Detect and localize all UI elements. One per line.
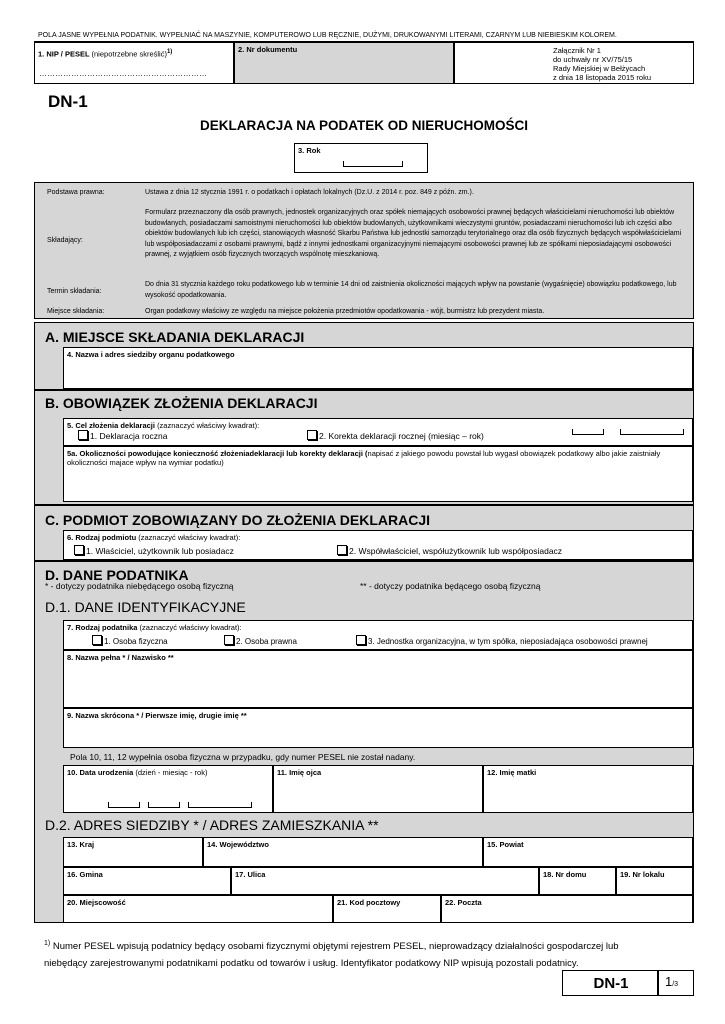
footnote-line-1: Numer PESEL wpisują podatnicy będący osobami fizycznymi objętymi rejestrem PESEL, nieprowadzący działalności gospodarczej lub: [52, 941, 619, 953]
apartment-number-label: 19. Nr lokalu: [620, 870, 665, 879]
purpose-note: (zaznaczyć właściwy kwadrat):: [157, 421, 260, 430]
correction-month-boxes[interactable]: [572, 429, 604, 435]
year-digit-boxes: [343, 161, 403, 167]
entity-type-field: [63, 530, 693, 560]
option-annual[interactable]: 1. Deklaracja roczna: [78, 430, 167, 441]
birth-date-field[interactable]: [63, 765, 273, 813]
full-name-label: 8. Nazwa pełna * / Nazwisko **: [67, 653, 174, 662]
father-name-field[interactable]: [273, 765, 483, 813]
document-number-field[interactable]: [234, 42, 454, 84]
page-number: 1/3: [665, 974, 679, 989]
top-instruction: POLA JASNE WYPEŁNIA PODATNIK. WYPEŁNIAĆ NA MASZYNIE, KOMPUTEROWO LUB RĘCZNIE, DUŻYMI, DRUKOWANYMI LITERAMI, CZARNYM LUB NIEBIESKIM KOLOREM.: [38, 32, 617, 39]
country-field[interactable]: [63, 837, 203, 867]
taxpayer-type-label: 7. Rodzaj podatnika: [67, 623, 138, 632]
mother-name-label: 12. Imię matki: [487, 768, 537, 777]
birth-month-boxes: [148, 802, 180, 808]
filers-text: Formularz przeznaczony dla osób prawnych, jednostek organizacyjnych oraz spółek niemających osobowości prawnej będących właścicielami nieruchomości lub obiektów budowlanych, posiadaczami samoistnymi nieruchomości lub obiektów budowlanych, użytkownikami wieczystymi gruntów, posiadaczami nieruchomości lub ich części albo obiektów budowlanych lub ich części, stanowiących własność Skarbu Państwa lub jednostki samorządu terytorialnego oraz dla osób fizycznych będących współwłaścicielami lub współposiadaczami z osobami prawnymi, bądź z innymi jednostkami organizacyjnymi niemającymi osobowości prawnej lub ze spółkami nieposiadającymi osobowości prawnej, z wyjątkiem osób fizycznych tworzących wspólnotę mieszkaniową.: [145, 209, 682, 258]
postal-code-field[interactable]: [333, 895, 441, 923]
voivodeship-field[interactable]: [203, 837, 483, 867]
short-name-label: 9. Nazwa skrócona * / Pierwsze imię, drugie imię **: [67, 711, 247, 720]
circumstances-field[interactable]: [63, 446, 693, 502]
option-co-owner[interactable]: 2. Współwłaściciel, współużytkownik lub współposiadacz: [337, 545, 562, 556]
checkbox-icon[interactable]: [74, 545, 84, 555]
postal-code-label: 21. Kod pocztowy: [337, 898, 401, 907]
birth-date-note: (dzień - miesiąc - rok): [135, 768, 208, 777]
checkbox-icon[interactable]: [78, 430, 88, 440]
option-legal-person[interactable]: 2. Osoba prawna: [224, 635, 297, 646]
pesel-note-row: [63, 748, 693, 766]
checkbox-icon[interactable]: [92, 635, 102, 645]
city-label: 20. Miejscowość: [67, 898, 126, 907]
basis-text: Ustawa z dnia 12 stycznia 1991 r. o podatkach i opłatach lokalnych (Dz.U. z 2014 r. poz. 849 z późn. zm.).: [145, 189, 474, 196]
mother-name-field[interactable]: [483, 765, 693, 813]
father-name-label: 11. Imię ojca: [277, 768, 322, 777]
checkbox-icon[interactable]: [356, 635, 366, 645]
section-b: [34, 390, 694, 505]
d1-title: D.1. DANE IDENTYFIKACYJNE: [45, 599, 246, 615]
purpose-label: 5. Cel złożenia deklaracji: [67, 421, 155, 430]
nip-pesel-dots: ………………………………………………………: [39, 69, 207, 78]
post-office-label: 22. Poczta: [445, 898, 482, 907]
full-name-field[interactable]: [63, 650, 693, 708]
taxpayer-type-note: (zaznaczyć właściwy kwadrat):: [139, 623, 242, 632]
city-field[interactable]: [63, 895, 333, 923]
county-label: 15. Powiat: [487, 840, 524, 849]
attachment-box: [454, 42, 694, 84]
birth-date-label: 10. Data urodzenia: [67, 768, 134, 777]
option-correction[interactable]: 2. Korekta deklaracji rocznej (miesiąc – rok): [307, 430, 484, 441]
commune-field[interactable]: [63, 867, 231, 895]
form-title: DEKLARACJA NA PODATEK OD NIERUCHOMOŚCI: [199, 118, 528, 133]
place-label: Miejsce składania:: [47, 308, 105, 315]
declaration-purpose-field: [63, 418, 693, 446]
legacy-note-1: * - dotyczy podatnika niebędącego osobą fizyczną: [45, 581, 234, 591]
footnote-line-2: niebędący zarejestrowanymi podatnikami podatku od towarów i usług. Identyfikator podatkowy NIP wpisują pozostali podatnicy.: [44, 958, 579, 970]
street-field[interactable]: [231, 867, 539, 895]
house-number-field[interactable]: [539, 867, 616, 895]
birth-year-boxes: [188, 802, 252, 808]
filers-label: Składający:: [47, 237, 83, 244]
year-label: 3. Rok: [298, 146, 321, 155]
legacy-note-2: ** - dotyczy podatnika będącego osobą fizyczną: [360, 581, 541, 591]
house-number-label: 18. Nr domu: [543, 870, 587, 879]
nip-pesel-label: 1. NIP / PESEL: [38, 49, 90, 59]
year-field[interactable]: [294, 143, 428, 173]
checkbox-icon[interactable]: [337, 545, 347, 555]
entity-type-label: 6. Rodzaj podmiotu: [67, 533, 137, 542]
birth-day-boxes: [108, 802, 140, 808]
commune-label: 16. Gmina: [67, 870, 103, 879]
document-number-label: 2. Nr dokumentu: [238, 45, 298, 54]
deadline-label: Termin składania:: [47, 288, 102, 295]
section-d-title: D. DANE PODATNIKA: [45, 567, 189, 583]
footer-code: DN-1: [593, 975, 629, 992]
footnote: [44, 935, 684, 972]
tax-office-label: 4. Nazwa i adres siedziby organu podatkowego: [67, 350, 235, 359]
county-field[interactable]: [483, 837, 693, 867]
correction-year-boxes[interactable]: [620, 429, 684, 435]
section-a: [34, 322, 694, 390]
info-block: [34, 182, 694, 319]
section-a-title: A. MIEJSCE SKŁADANIA DEKLARACJI: [45, 329, 305, 345]
place-text: Organ podatkowy właściwy ze względu na miejsce położenia przedmiotów opodatkowania - wójt, burmistrz lub prezydent miasta.: [145, 308, 545, 315]
option-natural-person[interactable]: 1. Osoba fizyczna: [92, 635, 168, 646]
option-owner[interactable]: 1. Właściciel, użytkownik lub posiadacz: [74, 545, 234, 556]
form-code: DN-1: [48, 92, 88, 111]
voivodeship-label: 14. Województwo: [207, 840, 269, 849]
deadline-text: Do dnia 31 stycznia każdego roku podatkowego lub w terminie 14 dni od zaistnienia okoliczności mających wpływ na powstanie (wygaśnięcie) obowiązku podatkowego, lub wysokość opodatkowania.: [145, 281, 677, 299]
pesel-note: Pola 10, 11, 12 wypełnia osoba fizyczna w przypadku, gdy numer PESEL nie został nadany.: [70, 752, 416, 762]
section-c: [34, 505, 694, 561]
entity-type-note: (zaznaczyć właściwy kwadrat):: [138, 533, 241, 542]
checkbox-icon[interactable]: [224, 635, 234, 645]
nip-pesel-field[interactable]: [34, 42, 234, 84]
section-d: [34, 561, 694, 923]
section-b-title: B. OBOWIĄZEK ZŁOŻENIA DEKLARACJI: [45, 395, 318, 411]
d2-title: D.2. ADRES SIEDZIBY * / ADRES ZAMIESZKANIA **: [45, 817, 379, 833]
checkbox-icon[interactable]: [307, 430, 317, 440]
footer-code-box: [562, 970, 658, 996]
country-label: 13. Kraj: [67, 840, 95, 849]
apartment-number-field[interactable]: [616, 867, 693, 895]
option-organizational-unit[interactable]: 3. Jednostka organizacyjna, w tym spółka, nieposiadająca osobowości prawnej: [356, 635, 648, 646]
footnote-ref: 1): [166, 49, 173, 55]
attachment-text: Załącznik Nr 1 do uchwały nr XV/75/15 Rady Miejskiej w Bełżycach z dnia 18 listopada 2015 roku: [553, 46, 651, 82]
short-name-field[interactable]: [63, 708, 693, 748]
section-c-title: C. PODMIOT ZOBOWIĄZANY DO ZŁOŻENIA DEKLARACJI: [45, 512, 430, 528]
basis-label: Podstawa prawna:: [47, 189, 105, 196]
footnote-number: 1): [44, 940, 51, 947]
circumstances-label: 5a. Okoliczności powodujące konieczność złożeniadeklaracji lub korekty deklaracji (napisać z jakiego powodu powstał lub wygasł obowiązek podatkowy albo jakie zaistniały okoliczności majace wpływ na wymiar podatku): [67, 449, 661, 467]
nip-pesel-note: (niepotrzebne skreślić): [91, 49, 167, 59]
post-office-field[interactable]: [441, 895, 693, 923]
page-number-box: [658, 970, 694, 996]
taxpayer-type-field: [63, 620, 693, 650]
tax-office-field[interactable]: [63, 347, 693, 389]
street-label: 17. Ulica: [235, 870, 266, 879]
